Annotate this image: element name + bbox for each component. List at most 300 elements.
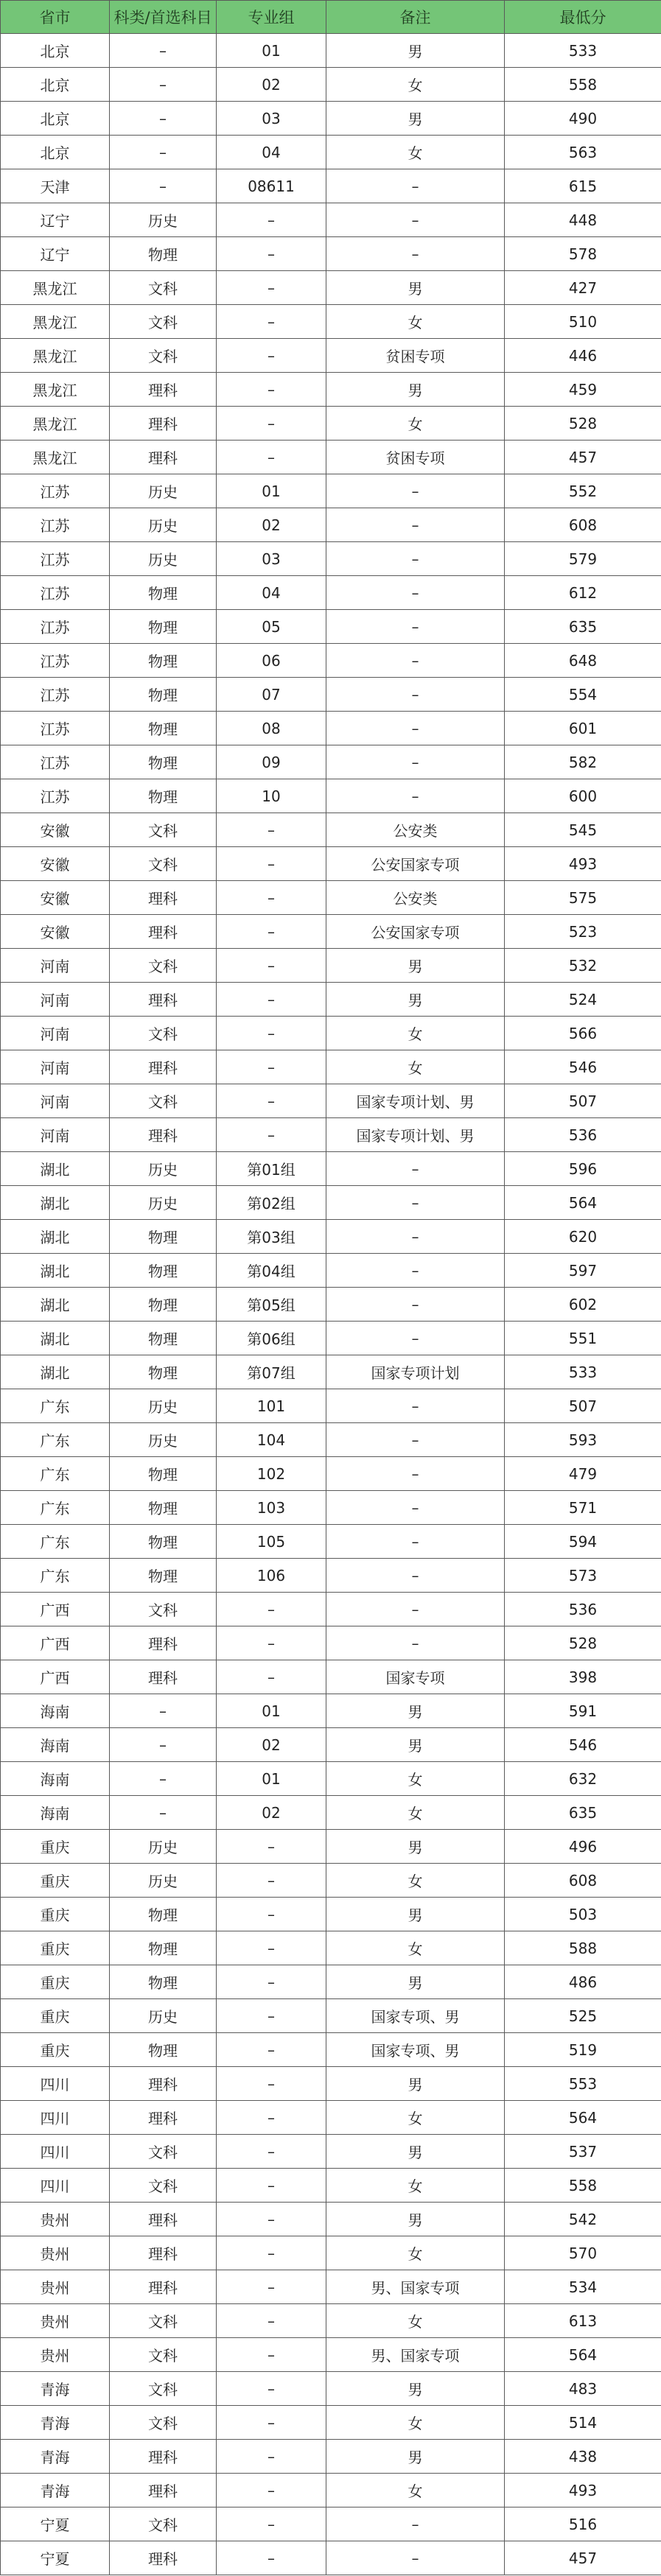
cell-province: 安徽: [1, 847, 110, 881]
cell-major-group: 第05组: [217, 1288, 326, 1322]
table-row: [1, 1254, 661, 1288]
cell-min-score: 457: [505, 441, 661, 474]
cell-min-score: 608: [505, 1864, 661, 1898]
cell-remark: 男: [326, 34, 505, 68]
cell-province: 辽宁: [1, 203, 110, 237]
cell-subject: 理科: [110, 2067, 217, 2101]
cell-major-group: –: [217, 2033, 326, 2067]
cell-remark: 男: [326, 2067, 505, 2101]
table-row: [1, 983, 661, 1017]
cell-province: 湖北: [1, 1288, 110, 1322]
table-row: [1, 34, 661, 68]
cell-min-score: 546: [505, 1050, 661, 1084]
cell-province: 贵州: [1, 2203, 110, 2236]
cell-remark: –: [326, 644, 505, 678]
cell-subject: 物理: [110, 745, 217, 779]
table-row: [1, 1931, 661, 1965]
cell-province: 北京: [1, 136, 110, 169]
table-row: [1, 1525, 661, 1559]
cell-subject: 物理: [110, 1965, 217, 1999]
table-row: [1, 745, 661, 779]
cell-remark: 女: [326, 1931, 505, 1965]
cell-province: 江苏: [1, 508, 110, 542]
cell-province: 北京: [1, 102, 110, 136]
cell-major-group: 103: [217, 1491, 326, 1525]
cell-major-group: –: [217, 1593, 326, 1626]
cell-remark: 男: [326, 983, 505, 1017]
cell-major-group: 101: [217, 1389, 326, 1423]
table-row: [1, 1084, 661, 1118]
cell-remark: 女: [326, 1796, 505, 1830]
table-row: [1, 136, 661, 169]
cell-province: 贵州: [1, 2270, 110, 2304]
cell-province: 江苏: [1, 779, 110, 813]
cell-min-score: 398: [505, 1660, 661, 1694]
cell-min-score: 571: [505, 1491, 661, 1525]
cell-min-score: 564: [505, 2338, 661, 2372]
cell-subject: 文科: [110, 2372, 217, 2406]
cell-province: 河南: [1, 983, 110, 1017]
cell-subject: 物理: [110, 779, 217, 813]
cell-remark: 男: [326, 1898, 505, 1931]
table-row: [1, 237, 661, 271]
cell-major-group: –: [217, 1931, 326, 1965]
cell-remark: –: [326, 610, 505, 644]
cell-remark: 女: [326, 2236, 505, 2270]
cell-major-group: –: [217, 2236, 326, 2270]
cell-remark: –: [326, 678, 505, 712]
cell-province: 重庆: [1, 2033, 110, 2067]
table-row: [1, 1728, 661, 1762]
cell-min-score: 427: [505, 271, 661, 305]
cell-subject: 文科: [110, 2338, 217, 2372]
cell-subject: 物理: [110, 678, 217, 712]
cell-major-group: 01: [217, 34, 326, 68]
cell-province: 重庆: [1, 1864, 110, 1898]
cell-major-group: 02: [217, 508, 326, 542]
cell-subject: 物理: [110, 576, 217, 610]
cell-major-group: 07: [217, 678, 326, 712]
cell-subject: 历史: [110, 1830, 217, 1864]
cell-subject: 物理: [110, 1931, 217, 1965]
table-row: [1, 2101, 661, 2135]
cell-province: 广西: [1, 1660, 110, 1694]
cell-subject: 历史: [110, 508, 217, 542]
cell-remark: –: [326, 745, 505, 779]
cell-min-score: 523: [505, 915, 661, 949]
cell-remark: 女: [326, 2101, 505, 2135]
cell-subject: 历史: [110, 203, 217, 237]
cell-remark: 男、国家专项: [326, 2270, 505, 2304]
cell-major-group: –: [217, 1626, 326, 1660]
cell-min-score: 632: [505, 1762, 661, 1796]
table-row: [1, 813, 661, 847]
cell-major-group: 10: [217, 779, 326, 813]
cell-remark: 男: [326, 2135, 505, 2169]
cell-major-group: 第07组: [217, 1355, 326, 1389]
cell-major-group: –: [217, 203, 326, 237]
table-row: [1, 779, 661, 813]
cell-province: 江苏: [1, 745, 110, 779]
cell-subject: 物理: [110, 644, 217, 678]
table-row: [1, 2338, 661, 2372]
cell-subject: 物理: [110, 1457, 217, 1491]
header-major-group: 专业组: [217, 1, 326, 34]
table-row: [1, 2541, 661, 2575]
cell-major-group: 01: [217, 1694, 326, 1728]
cell-remark: –: [326, 1457, 505, 1491]
table-row: [1, 1017, 661, 1050]
table-row: [1, 1898, 661, 1931]
cell-subject: 文科: [110, 2169, 217, 2203]
table-row: [1, 474, 661, 508]
cell-subject: 历史: [110, 1864, 217, 1898]
cell-subject: 历史: [110, 1186, 217, 1220]
cell-min-score: 459: [505, 373, 661, 407]
cell-province: 黑龙江: [1, 373, 110, 407]
cell-min-score: 479: [505, 1457, 661, 1491]
table-row: [1, 644, 661, 678]
cell-remark: –: [326, 203, 505, 237]
cell-remark: 国家专项、男: [326, 2033, 505, 2067]
table-row: [1, 2440, 661, 2474]
cell-major-group: –: [217, 2440, 326, 2474]
table-row: [1, 339, 661, 373]
table-row: [1, 2169, 661, 2203]
cell-min-score: 593: [505, 1423, 661, 1457]
cell-subject: 物理: [110, 1322, 217, 1355]
cell-remark: –: [326, 1593, 505, 1626]
cell-subject: 历史: [110, 1152, 217, 1186]
cell-province: 重庆: [1, 1999, 110, 2033]
cell-major-group: –: [217, 1050, 326, 1084]
cell-min-score: 493: [505, 847, 661, 881]
cell-remark: 国家专项: [326, 1660, 505, 1694]
cell-remark: –: [326, 1389, 505, 1423]
cell-min-score: 448: [505, 203, 661, 237]
cell-province: 四川: [1, 2067, 110, 2101]
cell-remark: 女: [326, 1050, 505, 1084]
cell-province: 湖北: [1, 1186, 110, 1220]
cell-min-score: 551: [505, 1322, 661, 1355]
cell-min-score: 503: [505, 1898, 661, 1931]
cell-min-score: 546: [505, 1728, 661, 1762]
cell-province: 贵州: [1, 2304, 110, 2338]
cell-remark: 国家专项计划: [326, 1355, 505, 1389]
cell-province: 青海: [1, 2372, 110, 2406]
cell-province: 广东: [1, 1389, 110, 1423]
table-row: [1, 2406, 661, 2440]
cell-province: 广东: [1, 1423, 110, 1457]
cell-province: 四川: [1, 2135, 110, 2169]
cell-min-score: 534: [505, 2270, 661, 2304]
cell-major-group: –: [217, 2169, 326, 2203]
cell-province: 安徽: [1, 881, 110, 915]
cell-province: 黑龙江: [1, 271, 110, 305]
header-remark: 备注: [326, 1, 505, 34]
cell-remark: 女: [326, 2406, 505, 2440]
cell-province: 辽宁: [1, 237, 110, 271]
cell-min-score: 582: [505, 745, 661, 779]
cell-remark: 男: [326, 373, 505, 407]
table-row: [1, 1322, 661, 1355]
table-row: [1, 949, 661, 983]
table-row: [1, 2507, 661, 2541]
cell-major-group: –: [217, 915, 326, 949]
cell-min-score: 496: [505, 1830, 661, 1864]
table-row: [1, 712, 661, 745]
table-row: [1, 508, 661, 542]
cell-subject: 文科: [110, 813, 217, 847]
cell-remark: 公安国家专项: [326, 915, 505, 949]
cell-major-group: 01: [217, 474, 326, 508]
cell-subject: 历史: [110, 474, 217, 508]
cell-subject: 文科: [110, 949, 217, 983]
cell-min-score: 635: [505, 1796, 661, 1830]
cell-major-group: –: [217, 1017, 326, 1050]
cell-major-group: –: [217, 2507, 326, 2541]
cell-province: 江苏: [1, 474, 110, 508]
cell-subject: 物理: [110, 237, 217, 271]
cell-min-score: 493: [505, 2474, 661, 2507]
cell-major-group: –: [217, 1084, 326, 1118]
cell-province: 重庆: [1, 1830, 110, 1864]
cell-major-group: –: [217, 2270, 326, 2304]
cell-min-score: 564: [505, 1186, 661, 1220]
cell-remark: 女: [326, 305, 505, 339]
cell-major-group: –: [217, 881, 326, 915]
cell-province: 贵州: [1, 2236, 110, 2270]
cell-remark: 贫困专项: [326, 339, 505, 373]
table-row: [1, 1965, 661, 1999]
table-row: [1, 2203, 661, 2236]
table-row: [1, 678, 661, 712]
cell-min-score: 524: [505, 983, 661, 1017]
table-row: [1, 1491, 661, 1525]
cell-province: 海南: [1, 1694, 110, 1728]
cell-major-group: 08: [217, 712, 326, 745]
cell-subject: 理科: [110, 2101, 217, 2135]
cell-major-group: 104: [217, 1423, 326, 1457]
cell-major-group: –: [217, 2406, 326, 2440]
cell-subject: –: [110, 169, 217, 203]
table-row: [1, 576, 661, 610]
cell-subject: 历史: [110, 1389, 217, 1423]
cell-major-group: 106: [217, 1559, 326, 1593]
table-row: [1, 1220, 661, 1254]
cell-remark: –: [326, 542, 505, 576]
cell-remark: –: [326, 508, 505, 542]
cell-subject: 理科: [110, 915, 217, 949]
cell-province: 广西: [1, 1626, 110, 1660]
cell-subject: 理科: [110, 983, 217, 1017]
cell-province: 重庆: [1, 1898, 110, 1931]
cell-province: 四川: [1, 2101, 110, 2135]
header-row: [1, 1, 661, 34]
cell-province: 安徽: [1, 915, 110, 949]
cell-min-score: 528: [505, 1626, 661, 1660]
cell-min-score: 648: [505, 644, 661, 678]
cell-major-group: –: [217, 1660, 326, 1694]
table-row: [1, 2236, 661, 2270]
cell-min-score: 510: [505, 305, 661, 339]
cell-province: 广东: [1, 1491, 110, 1525]
cell-subject: –: [110, 1796, 217, 1830]
table-row: [1, 1288, 661, 1322]
cell-major-group: –: [217, 2101, 326, 2135]
table-row: [1, 1660, 661, 1694]
cell-major-group: 第03组: [217, 1220, 326, 1254]
cell-remark: –: [326, 474, 505, 508]
table-row: [1, 305, 661, 339]
cell-min-score: 612: [505, 576, 661, 610]
cell-remark: 男: [326, 1830, 505, 1864]
table-row: [1, 271, 661, 305]
cell-min-score: 564: [505, 2101, 661, 2135]
cell-min-score: 608: [505, 508, 661, 542]
cell-major-group: –: [217, 2541, 326, 2575]
cell-remark: 男: [326, 1965, 505, 1999]
table-row: [1, 2474, 661, 2507]
cell-major-group: –: [217, 1898, 326, 1931]
cell-subject: 历史: [110, 542, 217, 576]
table-row: [1, 373, 661, 407]
cell-min-score: 570: [505, 2236, 661, 2270]
cell-remark: 女: [326, 2474, 505, 2507]
cell-subject: 历史: [110, 1999, 217, 2033]
cell-major-group: –: [217, 1830, 326, 1864]
cell-major-group: –: [217, 1118, 326, 1152]
cell-major-group: –: [217, 1965, 326, 1999]
cell-major-group: –: [217, 373, 326, 407]
cell-major-group: 102: [217, 1457, 326, 1491]
cell-subject: 理科: [110, 2541, 217, 2575]
cell-min-score: 536: [505, 1593, 661, 1626]
cell-min-score: 563: [505, 136, 661, 169]
cell-min-score: 613: [505, 2304, 661, 2338]
cell-province: 青海: [1, 2474, 110, 2507]
cell-subject: 物理: [110, 2033, 217, 2067]
cell-major-group: –: [217, 441, 326, 474]
cell-major-group: 第02组: [217, 1186, 326, 1220]
cell-min-score: 558: [505, 68, 661, 102]
cell-subject: –: [110, 136, 217, 169]
cell-remark: –: [326, 1525, 505, 1559]
table-row: [1, 203, 661, 237]
cell-remark: –: [326, 712, 505, 745]
cell-remark: 女: [326, 136, 505, 169]
cell-major-group: 09: [217, 745, 326, 779]
cell-subject: –: [110, 1762, 217, 1796]
cell-min-score: 545: [505, 813, 661, 847]
cell-subject: 物理: [110, 1254, 217, 1288]
cell-min-score: 600: [505, 779, 661, 813]
cell-min-score: 554: [505, 678, 661, 712]
cell-min-score: 579: [505, 542, 661, 576]
cell-min-score: 597: [505, 1254, 661, 1288]
table-row: [1, 847, 661, 881]
cell-major-group: –: [217, 1999, 326, 2033]
cell-province: 四川: [1, 2169, 110, 2203]
cell-major-group: 08611: [217, 169, 326, 203]
cell-subject: 历史: [110, 1423, 217, 1457]
cell-remark: 女: [326, 407, 505, 441]
cell-subject: 文科: [110, 271, 217, 305]
cell-major-group: –: [217, 2474, 326, 2507]
cell-remark: –: [326, 1220, 505, 1254]
table-row: [1, 1457, 661, 1491]
cell-subject: 物理: [110, 610, 217, 644]
cell-subject: 理科: [110, 2236, 217, 2270]
table-row: [1, 2304, 661, 2338]
table-row: [1, 1593, 661, 1626]
table-row: [1, 2372, 661, 2406]
cell-major-group: 02: [217, 68, 326, 102]
cell-major-group: –: [217, 949, 326, 983]
cell-province: 湖北: [1, 1322, 110, 1355]
cell-remark: –: [326, 1254, 505, 1288]
cell-province: 海南: [1, 1796, 110, 1830]
cell-subject: 理科: [110, 2270, 217, 2304]
cell-province: 宁夏: [1, 2507, 110, 2541]
cell-major-group: –: [217, 847, 326, 881]
cell-min-score: 519: [505, 2033, 661, 2067]
cell-subject: 理科: [110, 2440, 217, 2474]
cell-major-group: –: [217, 2203, 326, 2236]
table-row: [1, 610, 661, 644]
cell-remark: –: [326, 237, 505, 271]
cell-major-group: 03: [217, 102, 326, 136]
cell-remark: 公安类: [326, 813, 505, 847]
cell-remark: 男: [326, 1694, 505, 1728]
cell-remark: 贫困专项: [326, 441, 505, 474]
cell-subject: 物理: [110, 1491, 217, 1525]
cell-min-score: 588: [505, 1931, 661, 1965]
cell-remark: 女: [326, 68, 505, 102]
cell-province: 河南: [1, 1017, 110, 1050]
cell-remark: –: [326, 1288, 505, 1322]
cell-min-score: 578: [505, 237, 661, 271]
cell-min-score: 532: [505, 949, 661, 983]
table-row: [1, 2270, 661, 2304]
cell-remark: 男: [326, 271, 505, 305]
cell-major-group: 06: [217, 644, 326, 678]
cell-subject: –: [110, 68, 217, 102]
cell-min-score: 558: [505, 2169, 661, 2203]
cell-province: 重庆: [1, 1965, 110, 1999]
cell-subject: 文科: [110, 2304, 217, 2338]
table-row: [1, 542, 661, 576]
cell-subject: 文科: [110, 2135, 217, 2169]
cell-subject: –: [110, 1728, 217, 1762]
cell-subject: 物理: [110, 712, 217, 745]
header-subject: 科类/首选科目: [110, 1, 217, 34]
table-row: [1, 1118, 661, 1152]
cell-remark: 国家专项计划、男: [326, 1084, 505, 1118]
cell-major-group: –: [217, 237, 326, 271]
cell-subject: 文科: [110, 1084, 217, 1118]
cell-min-score: 573: [505, 1559, 661, 1593]
cell-major-group: –: [217, 813, 326, 847]
table-row: [1, 915, 661, 949]
cell-subject: 理科: [110, 2474, 217, 2507]
cell-min-score: 533: [505, 1355, 661, 1389]
cell-remark: 男: [326, 2203, 505, 2236]
cell-subject: 物理: [110, 1525, 217, 1559]
cell-min-score: 635: [505, 610, 661, 644]
cell-major-group: –: [217, 1864, 326, 1898]
cell-province: 江苏: [1, 576, 110, 610]
